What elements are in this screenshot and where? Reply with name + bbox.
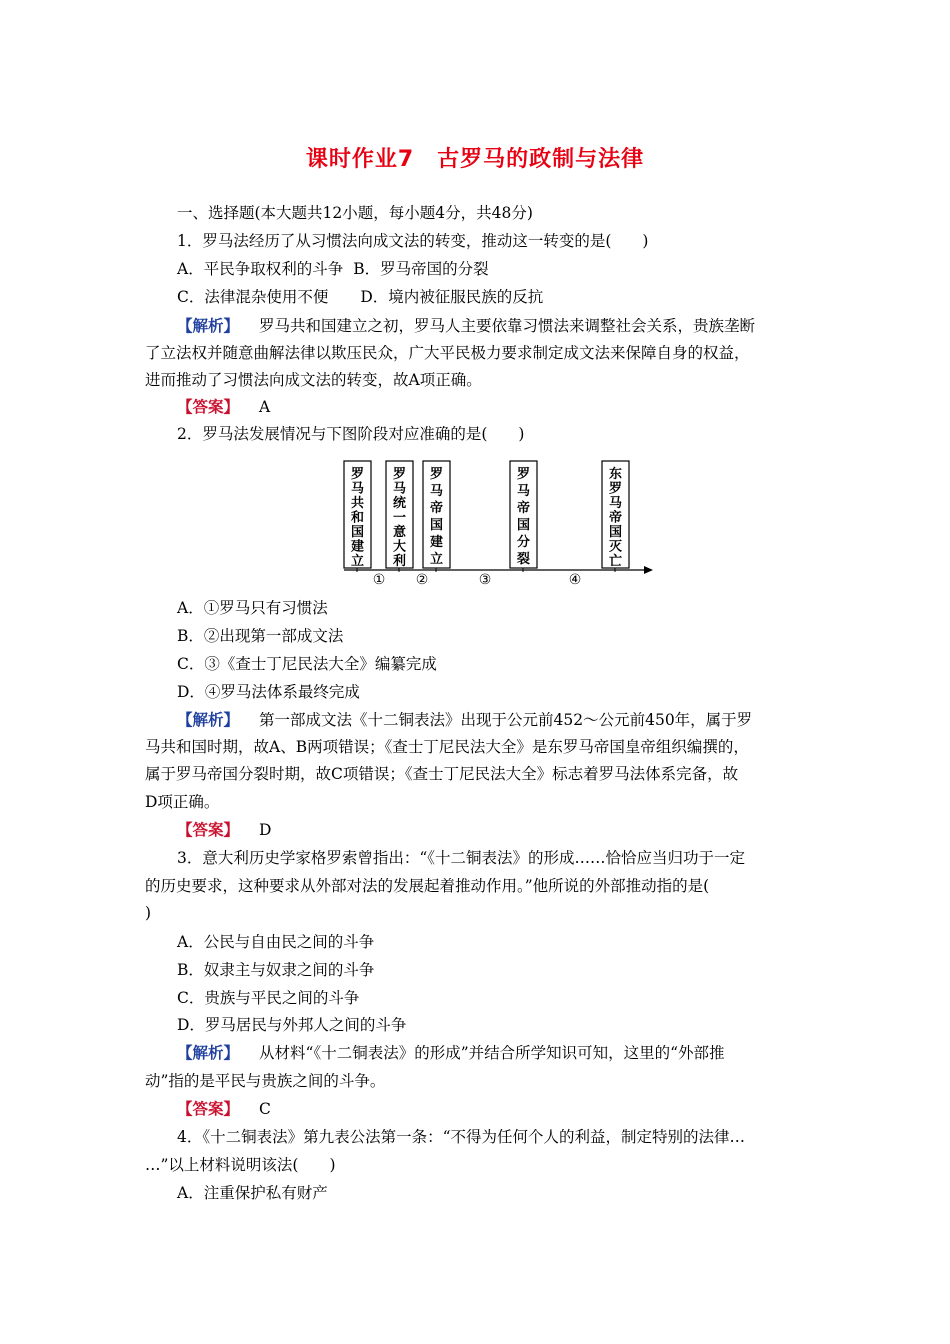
- q2-answer-value: D: [259, 821, 272, 839]
- analysis-tag: 【解析】: [177, 1043, 240, 1062]
- q3-analysis-line1: 从材料“《十二铜表法》的形成”并结合所学知识可知，这里的“外部推: [259, 1044, 725, 1062]
- q2-analysis-line1: 第一部成文法《十二铜表法》出现于公元前452～公元前450年，属于罗: [259, 711, 753, 729]
- q2-option-c: C．③《查士丁尼民法大全》编纂完成: [177, 655, 437, 673]
- q2-analysis: [177, 710, 752, 730]
- q1-options-ab: [177, 259, 489, 279]
- q1-option-d: D．境内被征服民族的反抗: [360, 288, 544, 306]
- timeline-figure: [335, 458, 655, 586]
- q4-stem-line1: 4．《十二铜表法》第九表公法第一条：“不得为任何个人的利益，制定特别的法律…: [177, 1128, 746, 1146]
- q3-analysis-line2: 动”指的是平民与贵族之间的斗争。: [145, 1072, 386, 1090]
- timeline-box-label: 东罗马帝国灭亡: [608, 467, 623, 569]
- q3-answer: [177, 1099, 271, 1119]
- q3-stem-line3: ): [145, 904, 152, 922]
- timeline-box-label: 罗马共和国建立: [350, 467, 365, 569]
- timeline-segment-2: ②: [415, 572, 429, 586]
- section-heading: 一、选择题(本大题共12小题，每小题4分，共48分): [177, 204, 533, 222]
- q4-stem-line2: …”以上材料说明该法( ): [145, 1156, 336, 1174]
- q2-option-b: B．②出现第一部成文法: [177, 627, 344, 645]
- q1-option-a: A．平民争取权利的斗争: [177, 260, 344, 278]
- analysis-tag: 【解析】: [177, 710, 240, 729]
- answer-tag: 【答案】: [177, 1099, 240, 1118]
- q3-option-a: A．公民与自由民之间的斗争: [177, 933, 375, 951]
- q1-stem: 1．罗马法经历了从习惯法向成文法的转变，推动这一转变的是( ): [177, 232, 649, 250]
- timeline-box-label: 罗马帝国分裂: [516, 467, 531, 567]
- q1-analysis: [177, 316, 755, 336]
- q2-option-a: A．①罗马只有习惯法: [177, 599, 328, 617]
- q1-analysis-line1: 罗马共和国建立之初，罗马人主要依靠习惯法来调整社会关系，贵族垄断: [259, 317, 756, 335]
- analysis-tag: 【解析】: [177, 316, 240, 335]
- q1-options-cd: [177, 287, 543, 307]
- q3-analysis: [177, 1043, 725, 1063]
- q1-analysis-line3: 进而推动了习惯法向成文法的转变，故A项正确。: [145, 371, 482, 389]
- q1-analysis-line2: 了立法权并随意曲解法律以欺压民众，广大平民极力要求制定成文法来保障自身的权益，: [145, 344, 750, 362]
- q3-answer-value: C: [259, 1100, 271, 1118]
- q1-answer: [177, 397, 270, 417]
- q2-answer: [177, 820, 271, 840]
- q3-option-d: D．罗马居民与外邦人之间的斗争: [177, 1016, 407, 1034]
- q1-option-c: C．法律混杂使用不便: [177, 288, 329, 306]
- answer-tag: 【答案】: [177, 820, 240, 839]
- timeline-box-label: 罗马帝国建立: [429, 467, 444, 567]
- q4-option-a: A．注重保护私有财产: [177, 1184, 328, 1202]
- q2-analysis-line2: 马共和国时期，故A、B两项错误；《查士丁尼民法大全》是东罗马帝国皇帝组织编撰的，: [145, 738, 749, 756]
- page-title: 课时作业7 古罗马的政制与法律: [305, 147, 645, 172]
- q1-option-b: B．罗马帝国的分裂: [353, 260, 489, 278]
- q3-option-b: B．奴隶主与奴隶之间的斗争: [177, 961, 375, 979]
- timeline-segment-4: ④: [568, 572, 582, 586]
- timeline-segment-3: ③: [478, 572, 492, 586]
- q3-stem-line1: 3．意大利历史学家格罗索曾指出：“《十二铜表法》的形成……恰恰应当归功于一定: [177, 849, 746, 867]
- q2-stem: 2．罗马法发展情况与下图阶段对应准确的是( ): [177, 425, 525, 443]
- q3-option-c: C．贵族与平民之间的斗争: [177, 989, 360, 1007]
- q3-stem-line2: 的历史要求，这种要求从外部对法的发展起着推动作用。”他所说的外部推动指的是(: [145, 877, 710, 895]
- answer-tag: 【答案】: [177, 397, 240, 416]
- q2-option-d: D．④罗马法体系最终完成: [177, 683, 360, 701]
- q2-analysis-line3: 属于罗马帝国分裂时期，故C项错误；《查士丁尼民法大全》标志着罗马法体系完备，故: [145, 765, 739, 783]
- q1-answer-value: A: [259, 398, 271, 416]
- q2-analysis-line4: D项正确。: [145, 793, 220, 811]
- timeline-box-label: 罗马统一意大利: [392, 467, 407, 569]
- timeline-segment-1: ①: [372, 572, 386, 586]
